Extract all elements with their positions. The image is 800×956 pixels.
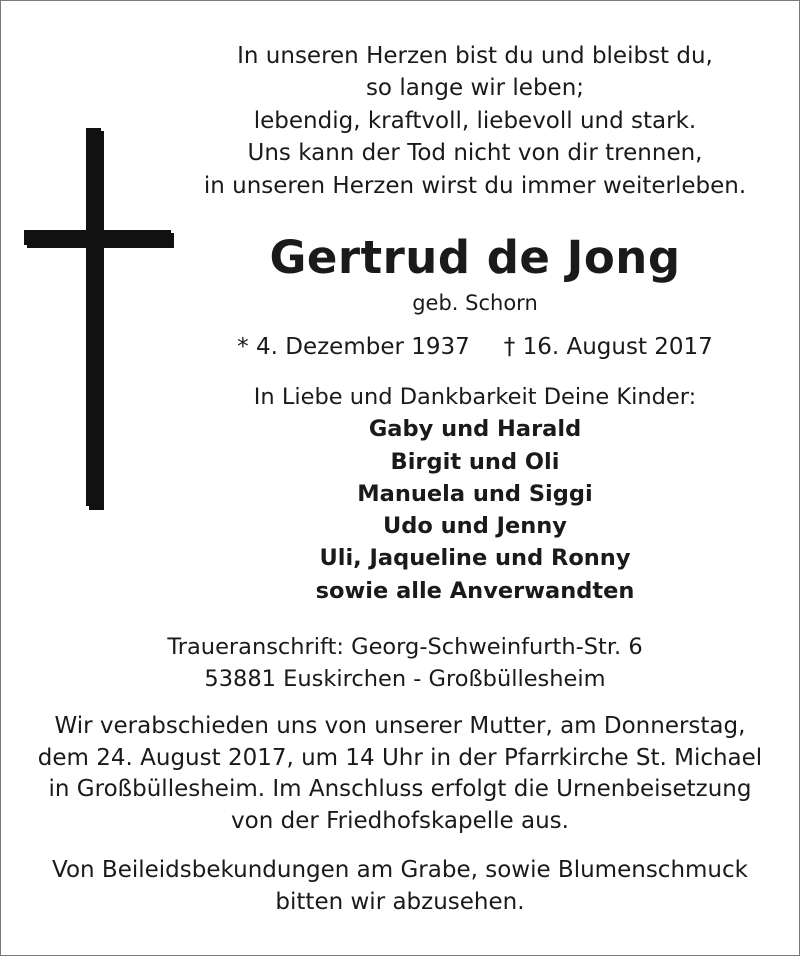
- service-line: von der Friedhofskapelle aus.: [231, 807, 569, 834]
- service-info: [20, 711, 780, 837]
- family-member: Birgit und Oli: [390, 448, 560, 475]
- closing-line: Von Beileidsbekundungen am Grabe, sowie Blumenschmuck: [52, 857, 748, 883]
- deceased-name: Gertrud de Jong: [269, 231, 681, 284]
- service-line: in Großbüllesheim. Im Anschluss erfolgt die Urnenbeisetzung: [48, 776, 752, 802]
- family-member: Gaby und Harald: [368, 416, 582, 443]
- memorial-poem: [170, 40, 780, 202]
- poem-line: in unseren Herzen wirst du immer weiterleben.: [203, 172, 747, 199]
- poem-line: so lange wir leben;: [365, 75, 585, 102]
- birth-date: * 4. Dezember 1937: [237, 334, 470, 360]
- poem-line: lebendig, kraftvoll, liebevoll und stark.: [253, 107, 697, 134]
- cross-icon: [24, 128, 174, 510]
- family-member: Uli, Jaqueline und Ronny: [319, 545, 631, 572]
- closing-line: bitten wir abzusehen.: [275, 888, 525, 915]
- service-line: dem 24. August 2017, um 14 Uhr in der Pfarrkirche St. Michael: [37, 744, 763, 771]
- closing-note: [20, 855, 780, 918]
- mourning-address: [100, 631, 710, 695]
- family-member: Udo und Jenny: [383, 513, 567, 540]
- poem-line: Uns kann der Tod nicht von dir trennen,: [247, 140, 703, 167]
- poem-line: In unseren Herzen bist du und bleibst du,: [237, 43, 713, 69]
- service-line: Wir verabschieden uns von unserer Mutter, am Donnerstag,: [54, 713, 746, 739]
- address-city: 53881 Euskirchen - Großbüllesheim: [204, 666, 606, 692]
- life-dates: [170, 331, 780, 363]
- family-member: sowie alle Anverwandten: [315, 577, 635, 604]
- family-member: Manuela und Siggi: [357, 480, 593, 507]
- birth-name: geb. Schorn: [412, 291, 538, 315]
- family-section: [170, 381, 780, 607]
- family-intro: In Liebe und Dankbarkeit Deine Kinder:: [253, 384, 697, 410]
- address-street: Traueranschrift: Georg-Schweinfurth-Str. 6: [167, 634, 643, 660]
- death-date: † 16. August 2017: [503, 334, 713, 360]
